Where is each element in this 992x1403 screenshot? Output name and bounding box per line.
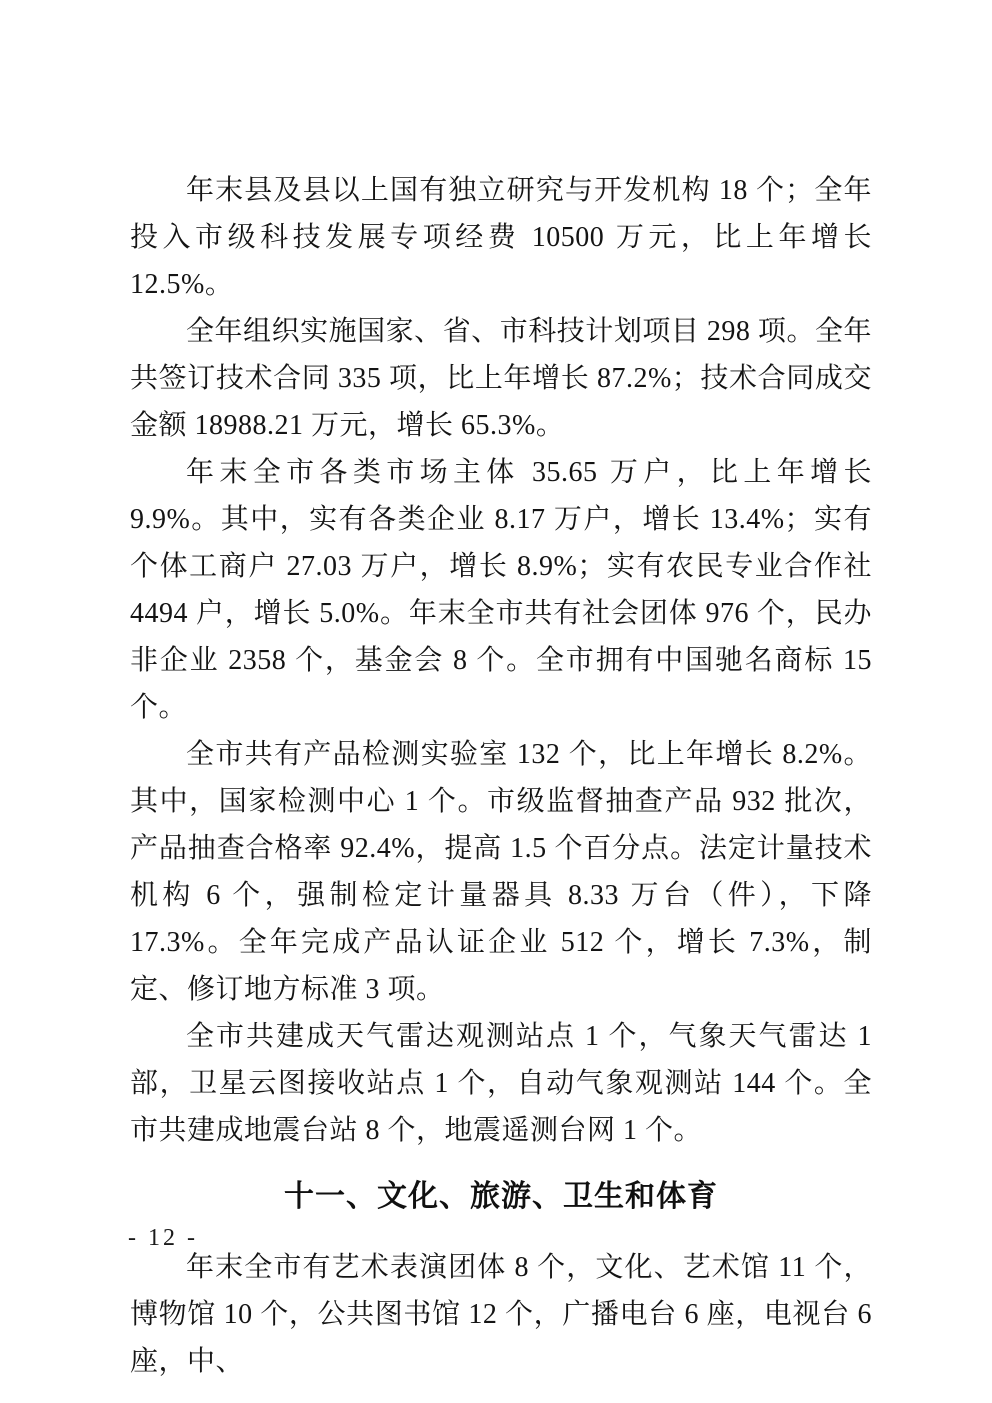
paragraph-product-testing: 全市共有产品检测实验室 132 个，比上年增长 8.2%。其中，国家检测中心 1 个。市级监督抽查产品 932 批次，产品抽查合格率 92.4%，提高 1.5 个百分点。法定计量技术机构 6 个，强制检定计量器具 8.33 万台（件），下降 17.3%。全年完成产品认证企业 512 个，增长 7.3%，制定、修订地方标准 3 项。 [130, 739, 872, 1005]
page-number: - 12 - [128, 1225, 198, 1251]
section-heading-culture-tourism-health-sports: 十一、文化、旅游、卫生和体育 [284, 1180, 718, 1213]
paragraph-weather-earthquake-stations: 全市共建成天气雷达观测站点 1 个，气象天气雷达 1 部，卫星云图接收站点 1 个，自动气象观测站 144 个。全市共建成地震台站 8 个，地震遥测台网 1 个。 [130, 1021, 872, 1146]
paragraph-research-institutions: 年末县及县以上国有独立研究与开发机构 18 个；全年投入市级科技发展专项经费 10500 万元，比上年增长 12.5%。 [130, 175, 872, 300]
paragraph-science-tech-projects: 全年组织实施国家、省、市科技计划项目 298 项。全年共签订技术合同 335 项，比上年增长 87.2%；技术合同成交金额 18988.21 万元，增长 65.3%。 [130, 316, 872, 441]
paragraph-market-entities: 年末全市各类市场主体 35.65 万户，比上年增长 9.9%。其中，实有各类企业 8.17 万户，增长 13.4%；实有个体工商户 27.03 万户，增长 8.9%；实有农民专业合作社 4494 户，增长 5.0%。年末全市共有社会团体 976 个，民办非企业 2358 个，基金会 8 个。全市拥有中国驰名商标 15 个。 [130, 457, 872, 723]
page-content [130, 167, 872, 1385]
paragraph-culture-facilities: 年末全市有艺术表演团体 8 个，文化、艺术馆 11 个，博物馆 10 个，公共图书馆 12 个，广播电台 6 座，电视台 6 座，中、 [130, 1252, 872, 1377]
